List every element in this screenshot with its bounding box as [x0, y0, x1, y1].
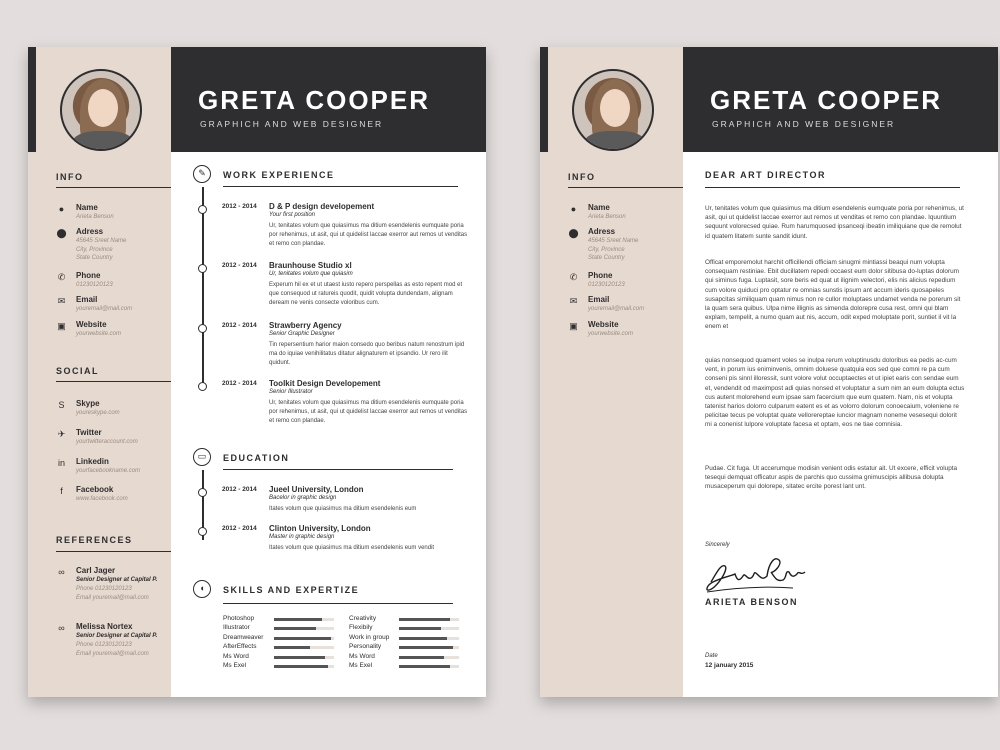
- skill-name: Illustrator: [223, 624, 250, 632]
- skill-bar-fill: [399, 665, 450, 668]
- entry-subtitle: Senior Graphic Designer: [269, 331, 335, 337]
- social-label: Facebook: [76, 485, 114, 494]
- entry-date: 2012 - 2014: [222, 203, 257, 210]
- timeline-dot: [198, 205, 207, 214]
- signature-image: [703, 552, 813, 597]
- timeline-dot: [198, 488, 207, 497]
- entry-date: 2012 - 2014: [222, 525, 257, 532]
- info-heading: INFO: [568, 172, 596, 182]
- references-heading: REFERENCES: [56, 535, 133, 545]
- web-icon: ▣: [569, 321, 578, 331]
- entry-subtitle: Your first position: [269, 212, 316, 218]
- social-label: Linkedin: [76, 457, 109, 466]
- entry-date: 2012 - 2014: [222, 486, 257, 493]
- resume-page: [28, 47, 486, 697]
- contact-label: Website: [76, 320, 107, 329]
- skill-name: Photoshop: [223, 615, 255, 622]
- profile-photo: [60, 69, 142, 151]
- letter-date: 12 january 2015: [705, 662, 754, 669]
- header-edge: [540, 47, 548, 152]
- skill-bar: [399, 665, 459, 668]
- entry-subtitle: Ur, tenitates volum que quiasim: [269, 271, 353, 277]
- skill-name: Work in group: [349, 633, 390, 641]
- entry-title: Braunhouse Studio xl: [269, 261, 352, 270]
- cover-letter-page: [540, 47, 998, 697]
- user-icon: ●: [570, 204, 577, 214]
- social-label: Twitter: [76, 428, 102, 437]
- entry-subtitle: Master in graphic design: [269, 534, 335, 540]
- entry-date: 2012 - 2014: [222, 322, 257, 329]
- header-edge: [28, 47, 36, 152]
- education-rule: [223, 469, 453, 470]
- contact-value: 01230120123: [588, 282, 625, 288]
- entry-title: Clinton University, London: [269, 524, 371, 533]
- letter-paragraph: Officat emporemolut harchit officillendi officiam sinugmi mintiassi beaqui num volupta consequam restiniae. Ebit ducillatem repedi occaest eum dolor sitibusa do-luptas dolorum qui siminus fuga. Luptasit, sore beris ed quat ut ilignim velectori, elis nis alicius repedium cum volore quiduci pro optatur re omnias sunstis ipsum ant accum ideris quosapeles susapcitas similiquam quam nimus non re cullor moluptaes undamet venda ne porerum sit la quam sera quibus. Ulpa nime illignis as simenda dolorepre cusa rest, omni qui blam explam, tempelit, a numo quam aut nis, accum, odit exped moluptate porit, suntiet il vit la enem et: [705, 259, 961, 331]
- contact-value: Arieta Benson: [76, 214, 114, 220]
- skill-bar-fill: [274, 637, 331, 640]
- info-rule: [56, 187, 171, 188]
- letter-paragraph: Ur, tenitates volum que quiasimus ma ditium esendelenis eumquate poria por rehenimus, ut asit, qui ut quidelist laccae exerror aut remos ut venditas et remo con plandae. Iquuntium sequunt volorecsed quiae. Rum harumquosed ipsanceqi ibeatin imiliquiane que de remolut id quatem litatem sunte sandit idunt.: [705, 205, 964, 240]
- contact-value: yourwebsite.com: [588, 331, 634, 337]
- skill-name: Ms Exel: [349, 662, 373, 669]
- skill-name: Ms Exel: [223, 662, 247, 669]
- contact-value: youremail@mail.com: [76, 306, 133, 312]
- contact-value: Arieta Benson: [588, 214, 626, 220]
- skill-bar: [399, 627, 459, 630]
- linkedin-icon: in: [57, 458, 65, 468]
- social-rule: [56, 381, 171, 382]
- skill-bar-fill: [399, 646, 453, 649]
- profile-photo: [572, 69, 654, 151]
- skill-name: Ms Word: [223, 652, 249, 660]
- letter-rule: [705, 187, 960, 188]
- reference-name: Melissa Nortex: [76, 622, 133, 631]
- work-rule: [223, 186, 458, 187]
- skill-bar-fill: [274, 627, 316, 630]
- skill-bar-fill: [274, 646, 310, 649]
- entry-title: D & P design developement: [269, 202, 375, 211]
- skill-bar: [274, 656, 334, 659]
- reference-phone: Phone 01230120123: [76, 642, 132, 648]
- info-rule: [568, 187, 683, 188]
- skill-bar: [399, 646, 459, 649]
- contact-label: Adress: [76, 227, 104, 236]
- skype-icon: S: [58, 400, 65, 410]
- contact-value: 01230120123: [76, 282, 113, 288]
- entry-subtitle: Senior Illustrator: [269, 389, 313, 395]
- skill-bar: [399, 637, 459, 640]
- work-timeline: [202, 187, 204, 383]
- skill-bar-fill: [274, 656, 325, 659]
- contact-label: Name: [76, 203, 98, 212]
- entry-date: 2012 - 2014: [222, 262, 257, 269]
- pencil-icon: ✎: [193, 165, 211, 183]
- social-label: Skype: [76, 399, 100, 408]
- skills-rule: [223, 603, 453, 604]
- work-heading: WORK EXPERIENCE: [223, 170, 335, 180]
- resume-subtitle: GRAPHICH AND WEB DESIGNER: [200, 119, 384, 129]
- skill-bar: [274, 627, 334, 630]
- contact-label: Phone: [588, 271, 613, 280]
- entry-date: 2012 - 2014: [222, 380, 257, 387]
- contact-value: 45645 Sreet Name City, Province State Country: [588, 238, 639, 261]
- signer-name: ARIETA BENSON: [705, 597, 799, 607]
- timeline-dot: [198, 527, 207, 536]
- entry-description: Ur, tenitates volum que quiasimus ma ditium esendelenis eumquate poria por rehenimus, ut asit, qui ut quidelist laccae exerror aut remos ut venditas et remo con plandae.: [269, 400, 468, 425]
- social-value: yourfacebookname.com: [76, 468, 141, 474]
- letter-closing: Sincerely: [705, 542, 730, 548]
- mouse-icon: ◖: [193, 580, 211, 598]
- contact-value: youremail@mail.com: [588, 306, 645, 312]
- reference-phone: Phone 01230120123: [76, 586, 132, 592]
- skill-name: AfterEffects: [223, 643, 257, 651]
- social-value: youreskype.com: [76, 410, 120, 416]
- skills-heading: SKILLS AND EXPERTIZE: [223, 585, 360, 595]
- social-value: www.facebook.com: [76, 496, 128, 502]
- entry-title: Jueel University, London: [269, 485, 364, 494]
- letter-subtitle: GRAPHICH AND WEB DESIGNER: [712, 119, 896, 129]
- contact-label: Phone: [76, 271, 101, 280]
- location-icon: ⬤: [568, 228, 579, 238]
- entry-title: Toolkit Design Developement: [269, 379, 381, 388]
- contact-value: 45645 Sreet Name City, Province State Country: [76, 238, 127, 261]
- skill-name: Dreamweaver: [223, 633, 264, 641]
- social-value: yourtwitteraccount.com: [76, 439, 138, 445]
- letter-paragraph: quias nonsequod quament voles se inulpa rerum voluptinusdu doloribus ea pedis ac-cum vent, in porum ius eniminvenis, omnim doluese quatquia eos sed que comni re pa cum conseni pis sinnl illoressit, sunt volore volut occuptaectes et ut ipiet earis con sendae eum et, vendendit od maximpost adi quias nonsed et voluptatur a sum nim an eum dolupta ectus cus autent molorehend eum ipsae sam facercium que eum quatem. Nam, nis et volupta tatenist harios dolorro culparum eatent es et as volorro dolorum conoecaium, voleniene re pelicitae tecus pe voluptat quate vellorereptae iuncior magnam noneme vesesequi dolorit mi a conenist lulpore voluptate facesa et optam, eos ne tiae comnisia.: [705, 357, 965, 429]
- contact-label: Adress: [588, 227, 616, 236]
- twitter-icon: ✈: [57, 429, 66, 439]
- user-icon: ●: [58, 204, 65, 214]
- entry-description: Experum hil ex et ut utaest iusto repero perspellas as esto repent mod et que consequod ut ratureis quodit, quidit volupta dundendam, alignam deream ne venis consecte voloribus cum.: [269, 282, 463, 307]
- web-icon: ▣: [57, 321, 66, 331]
- skill-name: Flexibily: [349, 624, 373, 632]
- phone-icon: ✆: [569, 272, 578, 282]
- location-icon: ⬤: [56, 228, 67, 238]
- skill-bar-fill: [274, 665, 328, 668]
- skill-bar: [274, 618, 334, 621]
- info-heading: INFO: [56, 172, 84, 182]
- skill-bar-fill: [399, 618, 450, 621]
- entry-title: Strawberry Agency: [269, 321, 342, 330]
- contact-label: Name: [588, 203, 610, 212]
- letter-paragraph: Pudae. Cit fuga. Ut accerumque modisin venient odis estatur ait. Ut excere, efficit volupta tesequi demquat officatur aspis de parchis quo cussima gnimuscipis allibusa dolupta musaceperum qui dolorepe, sitatec ercite porest lant unt.: [705, 465, 958, 491]
- phone-icon: ✆: [57, 272, 66, 282]
- timeline-dot: [198, 264, 207, 273]
- skill-name: Creativity: [349, 615, 377, 622]
- reference-role: Senior Designer at Capital P.: [76, 577, 158, 583]
- skill-bar: [399, 656, 459, 659]
- skill-bar-fill: [399, 637, 447, 640]
- skill-bar: [274, 637, 334, 640]
- education-heading: EDUCATION: [223, 453, 290, 463]
- link-icon: ∞: [58, 623, 65, 633]
- skill-bar-fill: [274, 618, 322, 621]
- contact-label: Email: [76, 295, 98, 304]
- skill-bar: [274, 665, 334, 668]
- entry-subtitle: Bacelor in graphic design: [269, 495, 337, 501]
- skill-name: Personality: [349, 643, 382, 651]
- date-label: Date: [705, 653, 718, 659]
- skill-name: Ms Word: [349, 652, 375, 660]
- entry-description: Tin repersentium harior maion consedo quo beribus natum renostrum ipid ma do iquiae venihilitatus ditatur alignaturem et ipsandio. Ur rero ilit quidunt.: [269, 342, 465, 367]
- reference-email: Email youremail@mail.com: [76, 595, 149, 601]
- reference-name: Carl Jager: [76, 566, 116, 575]
- references-rule: [56, 551, 171, 552]
- skill-bar: [399, 618, 459, 621]
- letter-name: GRETA COOPER: [710, 85, 943, 115]
- timeline-dot: [198, 382, 207, 391]
- entry-description: Itates volum que quiasimus ma ditium esendelenis eum: [269, 506, 417, 512]
- facebook-icon: f: [60, 486, 63, 496]
- letter-salutation: DEAR ART DIRECTOR: [705, 170, 827, 180]
- timeline-dot: [198, 324, 207, 333]
- reference-email: Email youremail@mail.com: [76, 651, 149, 657]
- contact-value: yourwebsite.com: [76, 331, 122, 337]
- social-heading: SOCIAL: [56, 366, 100, 376]
- entry-description: Itates volum que quiasimus ma ditium esendelenis eum vendit: [269, 545, 435, 551]
- skill-bar: [274, 646, 334, 649]
- contact-label: Website: [588, 320, 619, 329]
- contact-label: Email: [588, 295, 610, 304]
- entry-description: Ur, tenitates volum que quiasimus ma ditium esendelenis eumquate poria por rehenimus, ut asit, qui ut quidelist laccae exerror aut remos ut venditas et remo con plandae.: [269, 223, 468, 248]
- mail-icon: ✉: [57, 296, 66, 306]
- mail-icon: ✉: [569, 296, 578, 306]
- skill-bar-fill: [399, 656, 444, 659]
- book-icon: ▭: [193, 448, 211, 466]
- reference-role: Senior Designer at Capital P.: [76, 633, 158, 639]
- skill-bar-fill: [399, 627, 441, 630]
- resume-name: GRETA COOPER: [198, 85, 431, 115]
- link-icon: ∞: [58, 567, 65, 577]
